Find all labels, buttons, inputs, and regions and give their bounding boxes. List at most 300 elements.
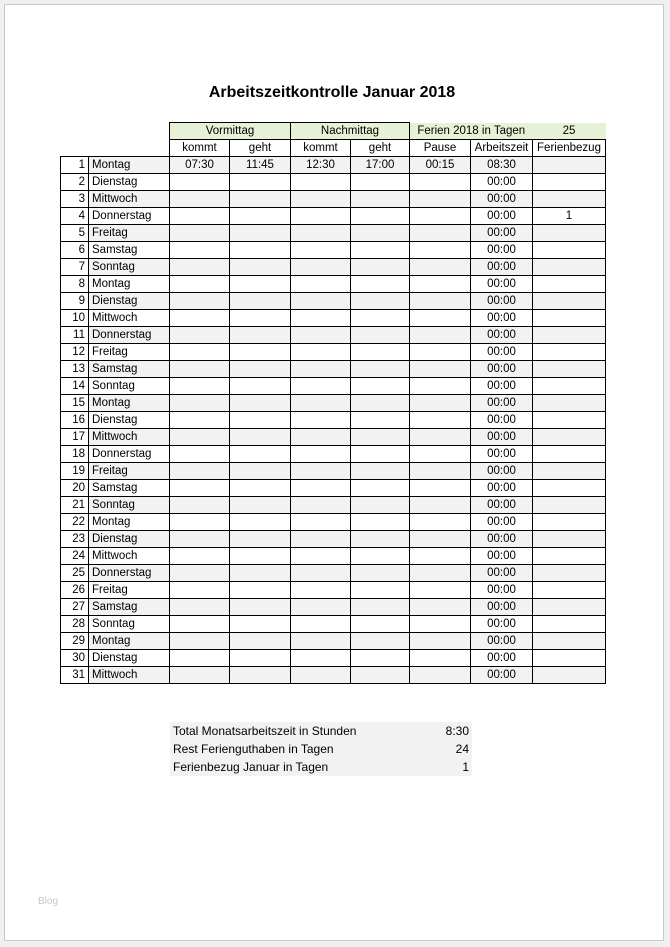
arbeitszeit-cell[interactable]: 00:00 bbox=[471, 310, 533, 327]
nm-geht-cell[interactable] bbox=[351, 446, 410, 463]
pause-cell[interactable] bbox=[410, 650, 471, 667]
vm-geht-cell[interactable] bbox=[230, 208, 291, 225]
vm-geht-cell[interactable] bbox=[230, 191, 291, 208]
vm-geht-cell[interactable] bbox=[230, 242, 291, 259]
vm-geht-cell[interactable] bbox=[230, 429, 291, 446]
summary-row bbox=[170, 758, 472, 776]
row-number: 21 bbox=[61, 497, 89, 514]
table-row bbox=[61, 514, 606, 531]
col-pause: Pause bbox=[410, 140, 471, 157]
row-number: 1 bbox=[61, 157, 89, 174]
ferienbezug-cell[interactable] bbox=[533, 582, 606, 599]
ferienbezug-cell[interactable] bbox=[533, 276, 606, 293]
nm-geht-cell[interactable] bbox=[351, 514, 410, 531]
ferienbezug-cell[interactable] bbox=[533, 242, 606, 259]
ferienbezug-cell[interactable] bbox=[533, 310, 606, 327]
vm-kommt-cell[interactable] bbox=[170, 616, 230, 633]
nm-geht-cell[interactable] bbox=[351, 327, 410, 344]
table-row bbox=[61, 157, 606, 174]
vm-kommt-cell[interactable] bbox=[170, 276, 230, 293]
nm-geht-cell[interactable] bbox=[351, 429, 410, 446]
pause-cell[interactable] bbox=[410, 310, 471, 327]
pause-cell[interactable] bbox=[410, 616, 471, 633]
arbeitszeit-cell[interactable]: 00:00 bbox=[471, 667, 533, 684]
row-number: 30 bbox=[61, 650, 89, 667]
nm-geht-cell[interactable] bbox=[351, 225, 410, 242]
nm-geht-cell[interactable] bbox=[351, 361, 410, 378]
vm-geht-cell[interactable] bbox=[230, 225, 291, 242]
nm-kommt-cell[interactable] bbox=[291, 412, 351, 429]
pause-cell[interactable] bbox=[410, 480, 471, 497]
day-name: Samstag bbox=[89, 361, 170, 378]
page-title: Arbeitszeitkontrolle Januar 2018 bbox=[208, 84, 456, 101]
arbeitszeit-cell[interactable]: 00:00 bbox=[471, 395, 533, 412]
ferienbezug-cell[interactable] bbox=[533, 344, 606, 361]
vm-geht-cell[interactable] bbox=[230, 395, 291, 412]
row-number: 4 bbox=[61, 208, 89, 225]
pause-cell[interactable] bbox=[410, 242, 471, 259]
col-nm-kommt: kommt bbox=[291, 140, 351, 157]
arbeitszeit-cell[interactable]: 00:00 bbox=[471, 327, 533, 344]
vm-kommt-cell[interactable] bbox=[170, 463, 230, 480]
row-number: 20 bbox=[61, 480, 89, 497]
pause-cell[interactable] bbox=[410, 259, 471, 276]
ferien-total-value: 25 bbox=[533, 123, 606, 140]
vm-geht-cell[interactable] bbox=[230, 548, 291, 565]
day-name: Dienstag bbox=[89, 412, 170, 429]
vm-geht-cell[interactable] bbox=[230, 616, 291, 633]
ferienbezug-cell[interactable] bbox=[533, 599, 606, 616]
arbeitszeit-cell[interactable]: 00:00 bbox=[471, 208, 533, 225]
nm-kommt-cell[interactable] bbox=[291, 242, 351, 259]
vm-kommt-cell[interactable] bbox=[170, 514, 230, 531]
row-number: 2 bbox=[61, 174, 89, 191]
day-name: Dienstag bbox=[89, 174, 170, 191]
arbeitszeit-cell[interactable]: 00:00 bbox=[471, 616, 533, 633]
nm-geht-cell[interactable]: 17:00 bbox=[351, 157, 410, 174]
vm-geht-cell[interactable]: 11:45 bbox=[230, 157, 291, 174]
pause-cell[interactable] bbox=[410, 378, 471, 395]
pause-cell[interactable] bbox=[410, 531, 471, 548]
ferienbezug-cell[interactable] bbox=[533, 531, 606, 548]
day-name: Samstag bbox=[89, 480, 170, 497]
table-row bbox=[61, 497, 606, 514]
day-name: Mittwoch bbox=[89, 191, 170, 208]
nm-geht-cell[interactable] bbox=[351, 633, 410, 650]
table-row bbox=[61, 293, 606, 310]
nm-kommt-cell[interactable]: 12:30 bbox=[291, 157, 351, 174]
row-number: 16 bbox=[61, 412, 89, 429]
nm-kommt-cell[interactable] bbox=[291, 276, 351, 293]
vm-geht-cell[interactable] bbox=[230, 310, 291, 327]
nm-kommt-cell[interactable] bbox=[291, 531, 351, 548]
table-row bbox=[61, 276, 606, 293]
nm-geht-cell[interactable] bbox=[351, 480, 410, 497]
ferienbezug-cell[interactable] bbox=[533, 395, 606, 412]
day-name: Freitag bbox=[89, 344, 170, 361]
vm-kommt-cell[interactable] bbox=[170, 327, 230, 344]
vm-kommt-cell[interactable] bbox=[170, 344, 230, 361]
table-row bbox=[61, 531, 606, 548]
vm-geht-cell[interactable] bbox=[230, 361, 291, 378]
vm-kommt-cell[interactable] bbox=[170, 667, 230, 684]
vm-geht-cell[interactable] bbox=[230, 633, 291, 650]
vm-kommt-cell[interactable] bbox=[170, 565, 230, 582]
table-row bbox=[61, 361, 606, 378]
vm-kommt-cell[interactable] bbox=[170, 310, 230, 327]
table-row bbox=[61, 412, 606, 429]
pause-cell[interactable] bbox=[410, 361, 471, 378]
table-row bbox=[61, 548, 606, 565]
nachmittag-header: Nachmittag bbox=[291, 123, 410, 140]
vm-kommt-cell[interactable] bbox=[170, 412, 230, 429]
arbeitszeit-cell[interactable]: 00:00 bbox=[471, 293, 533, 310]
nm-kommt-cell[interactable] bbox=[291, 446, 351, 463]
vm-kommt-cell[interactable] bbox=[170, 242, 230, 259]
arbeitszeit-cell[interactable]: 00:00 bbox=[471, 361, 533, 378]
row-number: 22 bbox=[61, 514, 89, 531]
col-nm-geht: geht bbox=[351, 140, 410, 157]
nm-kommt-cell[interactable] bbox=[291, 174, 351, 191]
pause-cell[interactable] bbox=[410, 293, 471, 310]
day-name: Mittwoch bbox=[89, 548, 170, 565]
vm-kommt-cell[interactable] bbox=[170, 208, 230, 225]
ferienbezug-cell[interactable] bbox=[533, 565, 606, 582]
pause-cell[interactable] bbox=[410, 225, 471, 242]
ferienbezug-cell[interactable] bbox=[533, 514, 606, 531]
day-name: Donnerstag bbox=[89, 446, 170, 463]
ferienbezug-cell[interactable] bbox=[533, 463, 606, 480]
row-number: 19 bbox=[61, 463, 89, 480]
ferienbezug-cell[interactable] bbox=[533, 259, 606, 276]
vm-kommt-cell[interactable] bbox=[170, 259, 230, 276]
day-name: Montag bbox=[89, 395, 170, 412]
day-name: Samstag bbox=[89, 599, 170, 616]
day-name: Montag bbox=[89, 633, 170, 650]
summary-label: Ferienbezug Januar in Tagen bbox=[170, 758, 376, 776]
vm-geht-cell[interactable] bbox=[230, 259, 291, 276]
arbeitszeit-cell[interactable]: 00:00 bbox=[471, 259, 533, 276]
vm-geht-cell[interactable] bbox=[230, 667, 291, 684]
ferienbezug-cell[interactable] bbox=[533, 378, 606, 395]
table-row bbox=[61, 446, 606, 463]
vm-kommt-cell[interactable] bbox=[170, 225, 230, 242]
arbeitszeit-cell[interactable]: 00:00 bbox=[471, 378, 533, 395]
vm-geht-cell[interactable] bbox=[230, 446, 291, 463]
vm-kommt-cell[interactable]: 07:30 bbox=[170, 157, 230, 174]
arbeitszeit-cell[interactable]: 00:00 bbox=[471, 599, 533, 616]
ferienbezug-cell[interactable] bbox=[533, 633, 606, 650]
vm-geht-cell[interactable] bbox=[230, 344, 291, 361]
vm-geht-cell[interactable] bbox=[230, 497, 291, 514]
ferienbezug-cell[interactable] bbox=[533, 327, 606, 344]
pause-cell[interactable] bbox=[410, 174, 471, 191]
nm-kommt-cell[interactable] bbox=[291, 463, 351, 480]
vm-kommt-cell[interactable] bbox=[170, 174, 230, 191]
ferienbezug-cell[interactable] bbox=[533, 667, 606, 684]
pause-cell[interactable] bbox=[410, 667, 471, 684]
vm-kommt-cell[interactable] bbox=[170, 378, 230, 395]
vm-kommt-cell[interactable] bbox=[170, 429, 230, 446]
vm-geht-cell[interactable] bbox=[230, 599, 291, 616]
row-number: 12 bbox=[61, 344, 89, 361]
ferien-total-label: Ferien 2018 in Tagen bbox=[410, 123, 533, 140]
vm-kommt-cell[interactable] bbox=[170, 650, 230, 667]
arbeitszeit-cell[interactable]: 00:00 bbox=[471, 242, 533, 259]
day-name: Mittwoch bbox=[89, 667, 170, 684]
vm-geht-cell[interactable] bbox=[230, 531, 291, 548]
pause-cell[interactable] bbox=[410, 463, 471, 480]
arbeitszeit-cell[interactable]: 00:00 bbox=[471, 344, 533, 361]
arbeitszeit-cell[interactable]: 00:00 bbox=[471, 633, 533, 650]
pause-cell[interactable] bbox=[410, 395, 471, 412]
nm-kommt-cell[interactable] bbox=[291, 259, 351, 276]
vm-geht-cell[interactable] bbox=[230, 514, 291, 531]
pause-cell[interactable] bbox=[410, 599, 471, 616]
nm-kommt-cell[interactable] bbox=[291, 310, 351, 327]
arbeitszeit-cell[interactable]: 00:00 bbox=[471, 565, 533, 582]
vm-geht-cell[interactable] bbox=[230, 582, 291, 599]
ferienbezug-cell[interactable] bbox=[533, 174, 606, 191]
day-name: Samstag bbox=[89, 242, 170, 259]
vm-kommt-cell[interactable] bbox=[170, 361, 230, 378]
nm-kommt-cell[interactable] bbox=[291, 191, 351, 208]
row-number: 9 bbox=[61, 293, 89, 310]
nm-kommt-cell[interactable] bbox=[291, 650, 351, 667]
arbeitszeit-cell[interactable]: 00:00 bbox=[471, 412, 533, 429]
arbeitszeit-cell[interactable]: 00:00 bbox=[471, 514, 533, 531]
pause-cell[interactable] bbox=[410, 514, 471, 531]
nm-geht-cell[interactable] bbox=[351, 650, 410, 667]
arbeitszeit-cell[interactable]: 00:00 bbox=[471, 497, 533, 514]
vm-geht-cell[interactable] bbox=[230, 293, 291, 310]
day-name: Freitag bbox=[89, 582, 170, 599]
nm-geht-cell[interactable] bbox=[351, 582, 410, 599]
day-name: Mittwoch bbox=[89, 429, 170, 446]
table-row bbox=[61, 633, 606, 650]
row-number: 11 bbox=[61, 327, 89, 344]
nm-geht-cell[interactable] bbox=[351, 667, 410, 684]
nm-kommt-cell[interactable] bbox=[291, 633, 351, 650]
nm-geht-cell[interactable] bbox=[351, 565, 410, 582]
nm-geht-cell[interactable] bbox=[351, 412, 410, 429]
arbeitszeit-cell[interactable]: 00:00 bbox=[471, 225, 533, 242]
nm-geht-cell[interactable] bbox=[351, 463, 410, 480]
header-row-groups bbox=[61, 123, 606, 140]
day-name: Donnerstag bbox=[89, 208, 170, 225]
nm-geht-cell[interactable] bbox=[351, 310, 410, 327]
vm-geht-cell[interactable] bbox=[230, 276, 291, 293]
ferienbezug-cell[interactable] bbox=[533, 412, 606, 429]
arbeitszeit-cell[interactable]: 00:00 bbox=[471, 480, 533, 497]
nm-geht-cell[interactable] bbox=[351, 378, 410, 395]
row-number: 17 bbox=[61, 429, 89, 446]
day-name: Freitag bbox=[89, 463, 170, 480]
nm-kommt-cell[interactable] bbox=[291, 514, 351, 531]
summary-label: Total Monatsarbeitszeit in Stunden bbox=[170, 722, 376, 740]
vm-geht-cell[interactable] bbox=[230, 565, 291, 582]
ferienbezug-cell[interactable]: 1 bbox=[533, 208, 606, 225]
nm-kommt-cell[interactable] bbox=[291, 395, 351, 412]
nm-kommt-cell[interactable] bbox=[291, 361, 351, 378]
row-number: 23 bbox=[61, 531, 89, 548]
table-row bbox=[61, 650, 606, 667]
col-vm-kommt: kommt bbox=[170, 140, 230, 157]
pause-cell[interactable] bbox=[410, 633, 471, 650]
row-number: 7 bbox=[61, 259, 89, 276]
nm-kommt-cell[interactable] bbox=[291, 378, 351, 395]
row-number: 28 bbox=[61, 616, 89, 633]
nm-geht-cell[interactable] bbox=[351, 599, 410, 616]
nm-kommt-cell[interactable] bbox=[291, 497, 351, 514]
row-number: 24 bbox=[61, 548, 89, 565]
pause-cell[interactable] bbox=[410, 429, 471, 446]
ferienbezug-cell[interactable] bbox=[533, 429, 606, 446]
row-number: 29 bbox=[61, 633, 89, 650]
pause-cell[interactable] bbox=[410, 191, 471, 208]
row-number: 8 bbox=[61, 276, 89, 293]
ferienbezug-cell[interactable] bbox=[533, 480, 606, 497]
row-number: 3 bbox=[61, 191, 89, 208]
pause-cell[interactable] bbox=[410, 412, 471, 429]
pause-cell[interactable] bbox=[410, 497, 471, 514]
ferienbezug-cell[interactable] bbox=[533, 225, 606, 242]
arbeitszeit-cell[interactable]: 00:00 bbox=[471, 191, 533, 208]
day-name: Mittwoch bbox=[89, 310, 170, 327]
arbeitszeit-cell[interactable]: 00:00 bbox=[471, 463, 533, 480]
ferienbezug-cell[interactable] bbox=[533, 446, 606, 463]
nm-kommt-cell[interactable] bbox=[291, 548, 351, 565]
table-row bbox=[61, 327, 606, 344]
table-row bbox=[61, 582, 606, 599]
vm-kommt-cell[interactable] bbox=[170, 633, 230, 650]
arbeitszeit-cell[interactable]: 00:00 bbox=[471, 446, 533, 463]
ferienbezug-cell[interactable] bbox=[533, 548, 606, 565]
nm-kommt-cell[interactable] bbox=[291, 616, 351, 633]
vm-kommt-cell[interactable] bbox=[170, 582, 230, 599]
row-number: 27 bbox=[61, 599, 89, 616]
pause-cell[interactable] bbox=[410, 344, 471, 361]
table-row bbox=[61, 310, 606, 327]
nm-geht-cell[interactable] bbox=[351, 548, 410, 565]
nm-kommt-cell[interactable] bbox=[291, 293, 351, 310]
ferienbezug-cell[interactable] bbox=[533, 157, 606, 174]
pause-cell[interactable] bbox=[410, 548, 471, 565]
vm-geht-cell[interactable] bbox=[230, 480, 291, 497]
pause-cell[interactable] bbox=[410, 565, 471, 582]
nm-kommt-cell[interactable] bbox=[291, 480, 351, 497]
ferienbezug-cell[interactable] bbox=[533, 497, 606, 514]
ferienbezug-cell[interactable] bbox=[533, 293, 606, 310]
nm-geht-cell[interactable] bbox=[351, 259, 410, 276]
arbeitszeit-cell[interactable]: 00:00 bbox=[471, 531, 533, 548]
arbeitszeit-cell[interactable]: 00:00 bbox=[471, 174, 533, 191]
vm-kommt-cell[interactable] bbox=[170, 191, 230, 208]
vm-geht-cell[interactable] bbox=[230, 650, 291, 667]
nm-geht-cell[interactable] bbox=[351, 191, 410, 208]
vm-kommt-cell[interactable] bbox=[170, 548, 230, 565]
nm-geht-cell[interactable] bbox=[351, 174, 410, 191]
row-number: 25 bbox=[61, 565, 89, 582]
table-row bbox=[61, 174, 606, 191]
nm-kommt-cell[interactable] bbox=[291, 344, 351, 361]
vm-kommt-cell[interactable] bbox=[170, 293, 230, 310]
table-row bbox=[61, 242, 606, 259]
row-number: 6 bbox=[61, 242, 89, 259]
table-row bbox=[61, 616, 606, 633]
col-vm-geht: geht bbox=[230, 140, 291, 157]
ferienbezug-cell[interactable] bbox=[533, 191, 606, 208]
nm-geht-cell[interactable] bbox=[351, 208, 410, 225]
nm-geht-cell[interactable] bbox=[351, 242, 410, 259]
table-row bbox=[61, 480, 606, 497]
day-name: Freitag bbox=[89, 225, 170, 242]
nm-kommt-cell[interactable] bbox=[291, 327, 351, 344]
day-name: Sonntag bbox=[89, 378, 170, 395]
day-name: Donnerstag bbox=[89, 565, 170, 582]
nm-kommt-cell[interactable] bbox=[291, 565, 351, 582]
nm-kommt-cell[interactable] bbox=[291, 208, 351, 225]
day-name: Montag bbox=[89, 514, 170, 531]
row-number: 10 bbox=[61, 310, 89, 327]
vm-kommt-cell[interactable] bbox=[170, 480, 230, 497]
vm-geht-cell[interactable] bbox=[230, 327, 291, 344]
nm-kommt-cell[interactable] bbox=[291, 582, 351, 599]
day-name: Dienstag bbox=[89, 293, 170, 310]
table-row bbox=[61, 667, 606, 684]
watermark: Blog bbox=[38, 896, 59, 907]
arbeitszeit-cell[interactable]: 00:00 bbox=[471, 582, 533, 599]
nm-geht-cell[interactable] bbox=[351, 276, 410, 293]
arbeitszeit-cell[interactable]: 08:30 bbox=[471, 157, 533, 174]
nm-geht-cell[interactable] bbox=[351, 344, 410, 361]
nm-geht-cell[interactable] bbox=[351, 293, 410, 310]
vm-kommt-cell[interactable] bbox=[170, 599, 230, 616]
nm-geht-cell[interactable] bbox=[351, 395, 410, 412]
pause-cell[interactable] bbox=[410, 582, 471, 599]
vm-geht-cell[interactable] bbox=[230, 463, 291, 480]
nm-kommt-cell[interactable] bbox=[291, 667, 351, 684]
nm-geht-cell[interactable] bbox=[351, 531, 410, 548]
ferienbezug-cell[interactable] bbox=[533, 650, 606, 667]
pause-cell[interactable] bbox=[410, 276, 471, 293]
vm-kommt-cell[interactable] bbox=[170, 531, 230, 548]
arbeitszeit-cell[interactable]: 00:00 bbox=[471, 276, 533, 293]
nm-kommt-cell[interactable] bbox=[291, 225, 351, 242]
nm-kommt-cell[interactable] bbox=[291, 429, 351, 446]
vm-kommt-cell[interactable] bbox=[170, 395, 230, 412]
pause-cell[interactable] bbox=[410, 327, 471, 344]
vormittag-header: Vormittag bbox=[170, 123, 291, 140]
vm-geht-cell[interactable] bbox=[230, 174, 291, 191]
vm-geht-cell[interactable] bbox=[230, 412, 291, 429]
nm-geht-cell[interactable] bbox=[351, 616, 410, 633]
nm-kommt-cell[interactable] bbox=[291, 599, 351, 616]
nm-geht-cell[interactable] bbox=[351, 497, 410, 514]
pause-cell[interactable] bbox=[410, 208, 471, 225]
pause-cell[interactable] bbox=[410, 446, 471, 463]
ferienbezug-cell[interactable] bbox=[533, 616, 606, 633]
pause-cell[interactable]: 00:15 bbox=[410, 157, 471, 174]
table-row bbox=[61, 208, 606, 225]
vm-geht-cell[interactable] bbox=[230, 378, 291, 395]
vm-kommt-cell[interactable] bbox=[170, 497, 230, 514]
vm-kommt-cell[interactable] bbox=[170, 446, 230, 463]
ferienbezug-cell[interactable] bbox=[533, 361, 606, 378]
arbeitszeit-cell[interactable]: 00:00 bbox=[471, 548, 533, 565]
arbeitszeit-cell[interactable]: 00:00 bbox=[471, 650, 533, 667]
arbeitszeit-cell[interactable]: 00:00 bbox=[471, 429, 533, 446]
